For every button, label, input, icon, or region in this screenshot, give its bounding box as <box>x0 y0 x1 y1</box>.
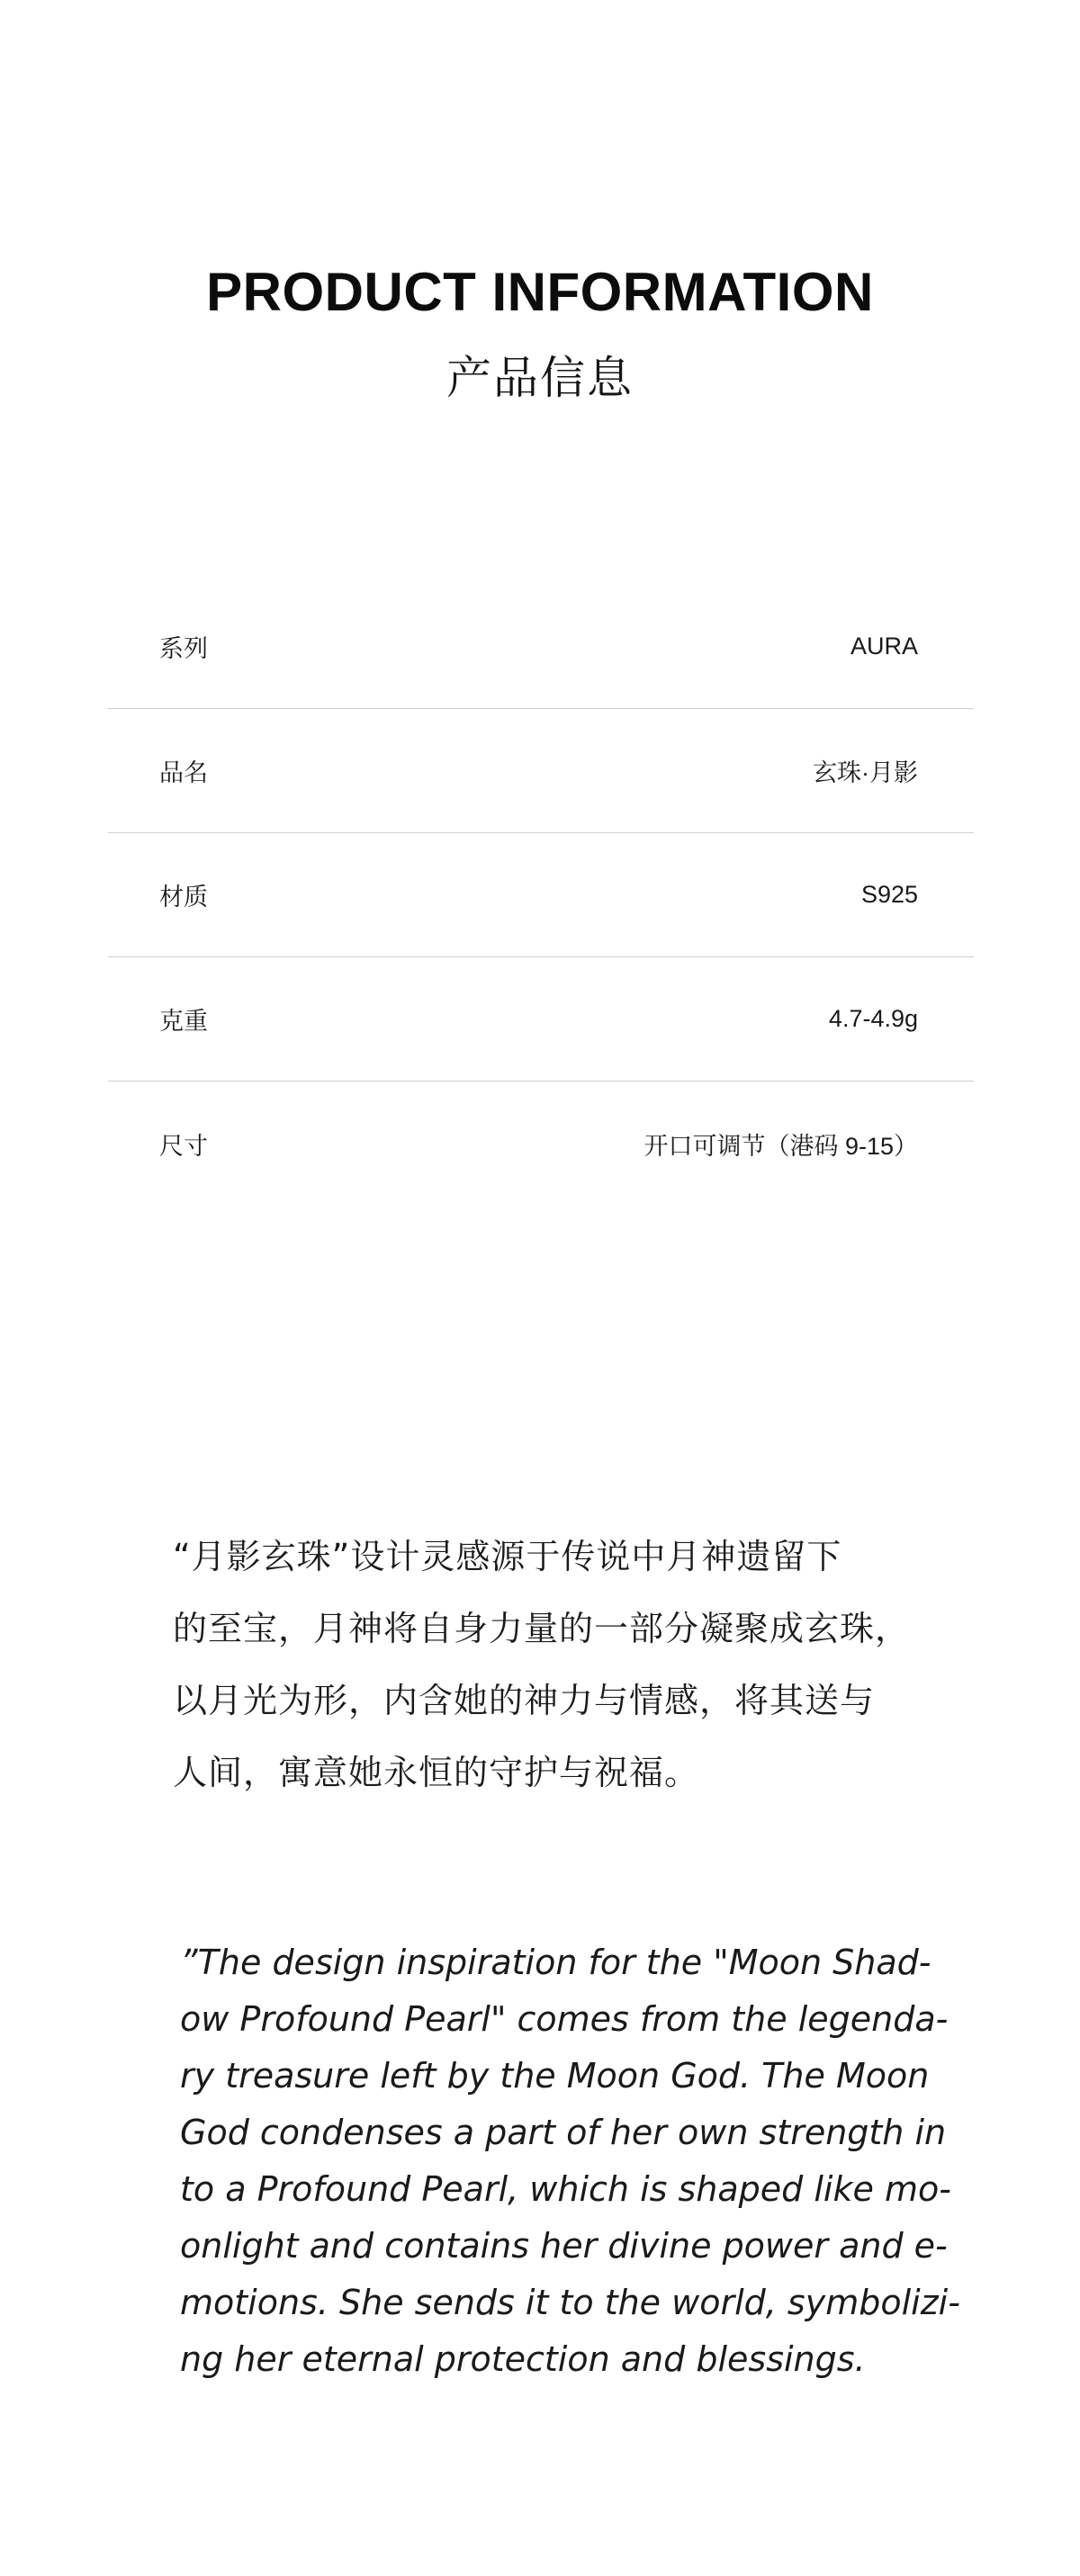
description-line: ry treasure left by the Moon God. The Moon <box>180 2056 930 2096</box>
spec-row-series <box>108 585 974 709</box>
description-line: to a Profound Pearl, which is shaped like mo- <box>180 2169 951 2209</box>
description-line: onlight and contains her divine power and e- <box>180 2226 948 2266</box>
title-chinese: 产品信息 <box>446 352 634 404</box>
spec-value: 4.7-4.9g <box>828 1005 918 1032</box>
description-line: 人间，寓意她永恒的守护与祝福。 <box>173 1753 700 1792</box>
spec-row-weight <box>108 957 974 1082</box>
description-line: ng her eternal protection and blessings. <box>180 2339 866 2379</box>
description-line: ”The design inspiration for the "Moon Shad- <box>180 1943 932 1982</box>
spec-label: 材质 <box>159 884 208 911</box>
spec-value: AURA <box>850 633 918 660</box>
description-line: God condenses a part of her own strength in <box>180 2113 947 2152</box>
spec-label: 克重 <box>159 1008 208 1036</box>
spec-table <box>108 585 974 1206</box>
spec-value: 玄珠·月影 <box>813 759 918 786</box>
spec-label: 系列 <box>159 635 208 663</box>
spec-row-material <box>108 833 974 957</box>
spec-row-size <box>108 1082 974 1206</box>
spec-row-name <box>108 709 974 833</box>
description-line: “月影玄珠”设计灵感源于传说中月神遗留下 <box>173 1537 842 1576</box>
description-line: motions. She sends it to the world, symbolizi- <box>180 2283 960 2322</box>
spec-value: 开口可调节（港码 9-15） <box>644 1132 918 1160</box>
description-line: 以月光为形，内含她的神力与情感，将其送与 <box>173 1681 876 1720</box>
description-line: ow Profound Pearl" comes from the legenda- <box>180 1999 949 2039</box>
title-english: PRODUCT INFORMATION <box>206 262 874 322</box>
product-info-header <box>0 261 1080 405</box>
description-chinese <box>173 1521 938 1809</box>
description-english <box>180 1934 972 2388</box>
spec-label: 品名 <box>159 759 208 787</box>
description-line: 的至宝，月神将自身力量的一部分凝聚成玄珠， <box>173 1609 911 1648</box>
spec-value: S925 <box>860 881 918 908</box>
spec-label: 尺寸 <box>159 1132 208 1161</box>
